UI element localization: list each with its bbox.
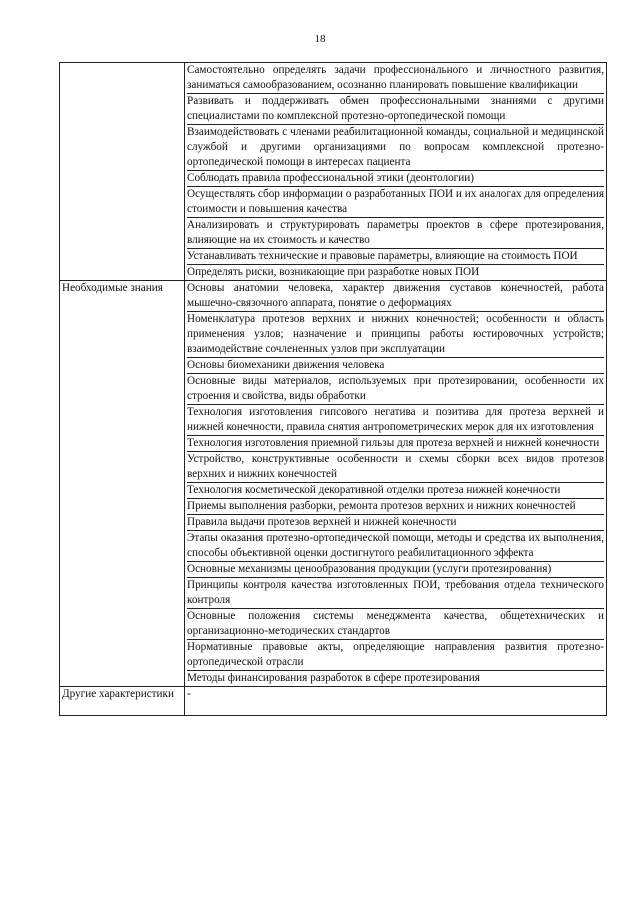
list-item: Технология изготовления гипсового негатива и позитива для протеза верхней и нижней конечности, правила снятия антропометрических мерок для их изготовления [187, 406, 604, 433]
list-item: Номенклатура протезов верхних и нижних конечностей; особенности и область применения узлов; назначение и принципы работы юстировочных устройств; взаимодействие сочлененных узлов при эксплуатации [187, 313, 604, 355]
list-item: - [187, 688, 191, 700]
page-number: 18 [314, 33, 326, 45]
row-content [185, 687, 607, 716]
list-item: Устройство, конструктивные особенности и схемы сборки всех видов протезов верхних и нижних конечностей [187, 453, 604, 480]
row-label: Другие характеристики [60, 687, 185, 716]
list-item: Осуществлять сбор информации о разработанных ПОИ и их аналогах для определения стоимости и повышения качества [187, 188, 604, 215]
list-item: Принципы контроля качества изготовленных ПОИ, требования отдела технического контроля [187, 579, 604, 606]
list-item: Основы анатомии человека, характер движения суставов конечностей, работа мышечно-связочного аппарата, понятие о деформациях [187, 282, 604, 309]
list-item: Этапы оказания протезно-ортопедической помощи, методы и средства их выполнения, способы объективной оценки достигнутого реабилитационного эффекта [187, 532, 604, 559]
list-item: Приемы выполнения разборки, ремонта протезов верхних и нижних конечностей [187, 498, 604, 514]
row-label [60, 63, 185, 281]
list-item: Развивать и поддерживать обмен профессиональными знаниями с другими специалистами по комплексной протезно-ортопедической помощи [187, 95, 604, 122]
row-label: Необходимые знания [60, 281, 185, 687]
list-item: Основные виды материалов, используемых при протезировании, особенности их строения и свойства, виды обработки [187, 375, 604, 402]
list-item: Соблюдать правила профессиональной этики (деонтологии) [187, 170, 604, 186]
list-item: Анализировать и структурировать параметры проектов в сфере протезирования, влияющие на их стоимость и качество [187, 219, 604, 246]
list-item: Нормативные правовые акты, определяющие направления развития протезно-ортопедической отрасли [187, 641, 604, 668]
table-row [60, 281, 607, 687]
list-item: Определять риски, возникающие при разработке новых ПОИ [187, 264, 604, 280]
list-item: Взаимодействовать с членами реабилитационной команды, социальной и медицинской службой и другими организациями по вопросам комплексной протезно-ортопедической помощи в интересах пациента [187, 126, 604, 168]
row-content [185, 63, 607, 281]
list-item: Основные положения системы менеджмента качества, общетехнических и организационно-методических стандартов [187, 610, 604, 637]
table-row [60, 63, 607, 281]
list-item: Технология изготовления приемной гильзы для протеза верхней и нижней конечности [187, 435, 604, 451]
table-row [60, 687, 607, 716]
row-content [185, 281, 607, 687]
list-item: Устанавливать технические и правовые параметры, влияющие на стоимость ПОИ [187, 248, 604, 264]
requirements-table [59, 62, 607, 716]
list-item: Основные механизмы ценообразования продукции (услуги протезирования) [187, 561, 604, 577]
list-item: Технология косметической декоративной отделки протеза нижней конечности [187, 482, 604, 498]
list-item: Основы биомеханики движения человека [187, 357, 604, 373]
list-item: Методы финансирования разработок в сфере протезирования [187, 670, 604, 686]
list-item: Самостоятельно определять задачи профессионального и личностного развития, заниматься самообразованием, осознанно планировать повышение квалификации [187, 64, 604, 91]
list-item: Правила выдачи протезов верхней и нижней конечности [187, 514, 604, 530]
